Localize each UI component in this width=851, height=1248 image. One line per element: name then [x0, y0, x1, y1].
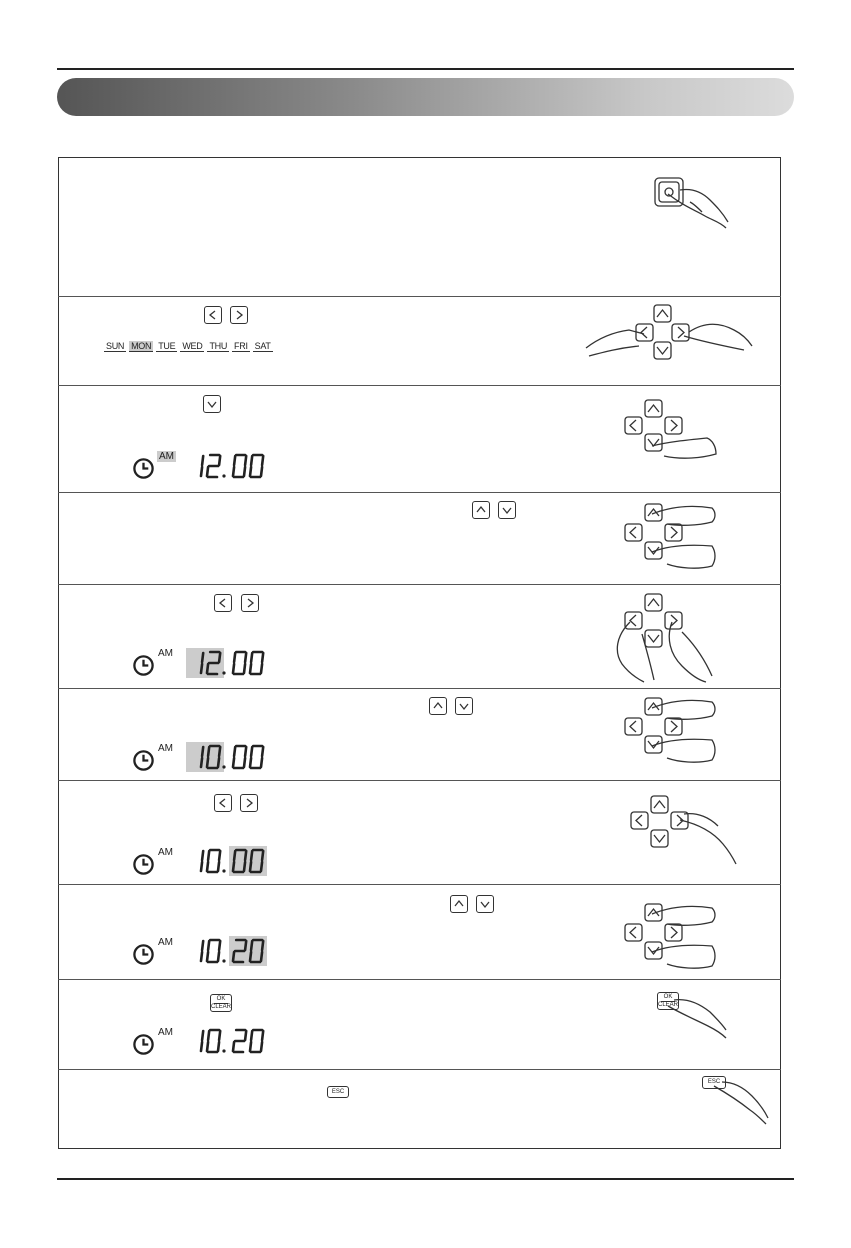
- left-right-select-illustration: [606, 592, 724, 684]
- time-display: [186, 451, 270, 481]
- time-colon: [222, 959, 225, 962]
- top-rule: [57, 68, 794, 70]
- time-digit: [201, 456, 203, 476]
- time-display: [186, 936, 270, 966]
- bottom-rule: [57, 1178, 794, 1180]
- time-digit: [250, 455, 263, 477]
- time-digit: [233, 455, 246, 477]
- time-digit: [233, 746, 246, 768]
- row-divider: [58, 584, 781, 585]
- clock-icon: [132, 749, 155, 772]
- clock-icon: [132, 943, 155, 966]
- settings-press-illustration: [650, 172, 740, 242]
- clock-icon: [132, 1033, 155, 1056]
- clear-label: CLEAR: [658, 1002, 679, 1008]
- ok-press-hand-illustration: [660, 996, 740, 1040]
- time-colon: [222, 765, 225, 768]
- arrow-right-icon: [241, 594, 259, 612]
- clock-icon: [132, 654, 155, 677]
- time-digit: [233, 652, 246, 674]
- arrow-down-icon: [476, 895, 494, 913]
- arrow-left-icon: [214, 594, 232, 612]
- arrow-up-icon: [429, 697, 447, 715]
- row-divider: [58, 688, 781, 689]
- arrow-left-icon: [204, 306, 222, 324]
- ok-label: OK: [214, 996, 228, 1004]
- time-colon: [222, 1049, 225, 1052]
- down-press-illustration: [612, 398, 722, 466]
- time-digit: [250, 1030, 263, 1052]
- time-digit: [207, 455, 220, 477]
- ampm-indicator: AM: [159, 451, 174, 462]
- time-digit: [207, 940, 220, 962]
- arrow-up-icon: [472, 501, 490, 519]
- ok-clear-button: [210, 994, 232, 1012]
- right-press-illustration: [618, 794, 742, 868]
- ampm-indicator: AM: [158, 743, 173, 754]
- time-colon: [222, 474, 225, 477]
- ampm-indicator: AM: [158, 937, 173, 948]
- time-display: [186, 1026, 270, 1056]
- day-sun: SUN: [106, 341, 125, 351]
- time-display: [186, 742, 270, 772]
- time-digit: [207, 1030, 220, 1052]
- time-digit: [201, 1031, 203, 1051]
- time-display: [186, 648, 270, 678]
- row-divider: [58, 979, 781, 980]
- arrow-down-icon: [498, 501, 516, 519]
- time-digit: [201, 851, 203, 871]
- arrow-down-icon: [455, 697, 473, 715]
- day-tue: TUE: [158, 341, 176, 351]
- esc-press-hand-illustration: [706, 1080, 776, 1126]
- clear-label: CLEAR: [211, 1004, 232, 1010]
- time-digit: [201, 941, 203, 961]
- arrow-up-icon: [450, 895, 468, 913]
- row-divider: [58, 492, 781, 493]
- arrow-right-icon: [230, 306, 248, 324]
- esc-button: ESC: [327, 1086, 349, 1098]
- ampm-indicator: AM: [158, 847, 173, 858]
- row-divider: [58, 884, 781, 885]
- day-mon: MON: [131, 341, 152, 351]
- time-colon: [222, 869, 225, 872]
- row-divider: [58, 385, 781, 386]
- up-down-press-illustration: [612, 694, 722, 768]
- up-down-press-illustration: [612, 900, 722, 974]
- esc-button: ESC: [702, 1076, 726, 1089]
- arrow-right-icon: [240, 794, 258, 812]
- row-divider: [58, 780, 781, 781]
- left-right-press-illustration: [584, 302, 754, 362]
- day-selector: [104, 336, 276, 354]
- time-digit: [250, 652, 263, 674]
- arrow-down-icon: [203, 395, 221, 413]
- clock-icon: [132, 853, 155, 876]
- day-wed: WED: [182, 341, 203, 351]
- time-colon: [222, 671, 225, 674]
- ampm-indicator: AM: [158, 648, 173, 659]
- row-divider: [58, 296, 781, 297]
- ok-label: OK: [661, 994, 675, 1002]
- ampm-indicator: AM: [158, 1027, 173, 1038]
- section-banner: [57, 78, 794, 116]
- time-digit: [233, 1030, 246, 1052]
- time-digit: [250, 746, 263, 768]
- up-down-press-illustration: [612, 500, 722, 574]
- day-thu: THU: [209, 341, 228, 351]
- day-sat: SAT: [254, 341, 271, 351]
- time-digit: [207, 850, 220, 872]
- row-divider: [58, 1069, 781, 1070]
- time-display: [186, 846, 270, 876]
- day-fri: FRI: [234, 341, 248, 351]
- arrow-left-icon: [214, 794, 232, 812]
- clock-icon: [132, 457, 155, 480]
